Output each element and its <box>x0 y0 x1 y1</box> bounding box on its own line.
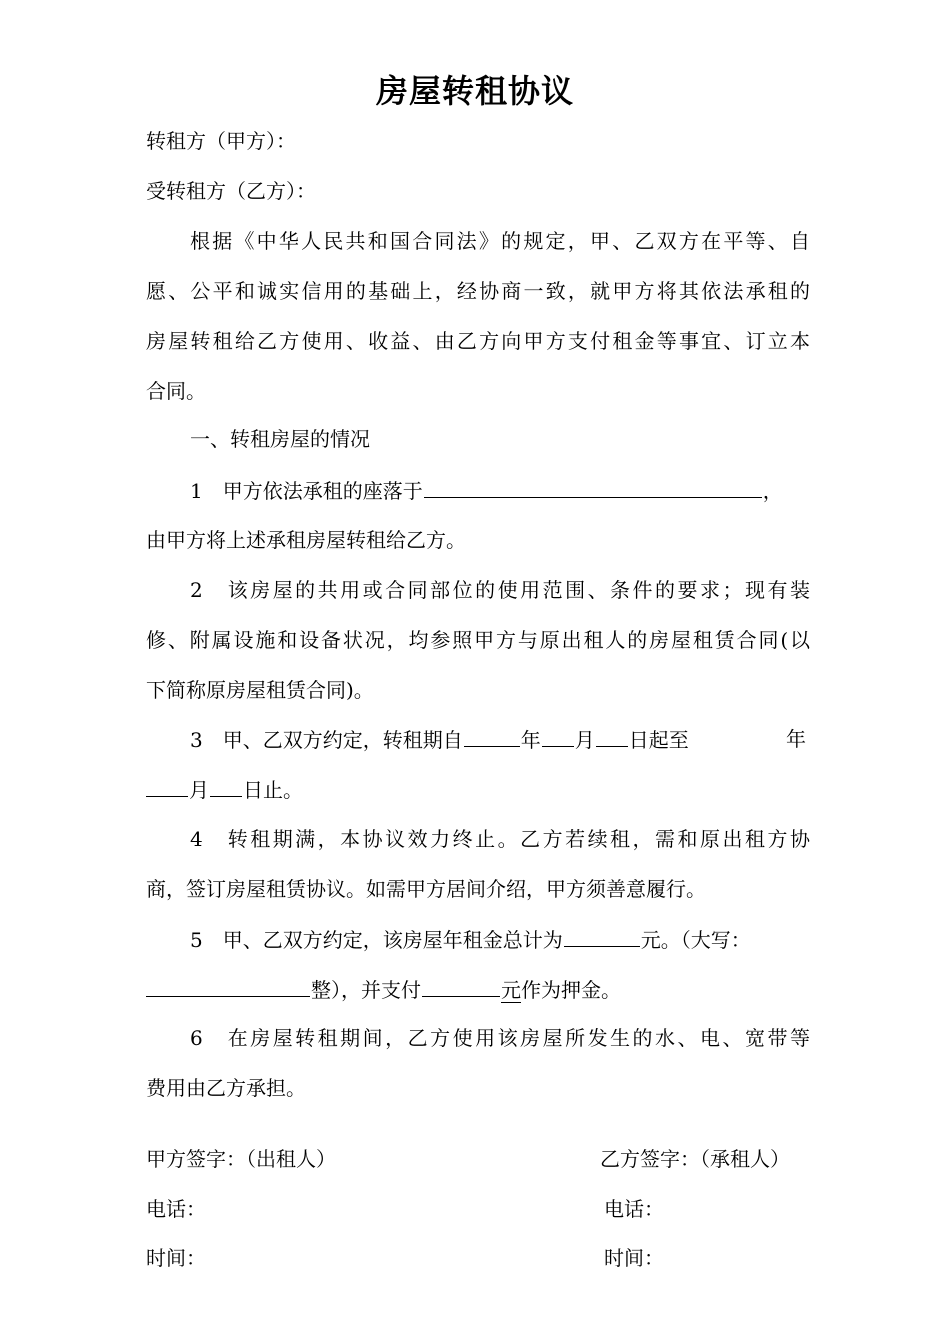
clause-1-suffix: ， <box>762 479 783 503</box>
party-a-time: 时间： <box>146 1246 206 1270</box>
preamble-line: 房屋转租给乙方使用、收益、由乙方向甲方支付租金等事宜、订立本 <box>146 329 810 353</box>
start-year-label: 年 <box>520 728 541 752</box>
clause-5-unit: 元。（大写： <box>640 928 751 952</box>
start-year-blank[interactable] <box>464 724 520 747</box>
party-a-phone: 电话： <box>146 1197 206 1221</box>
clause-3-prefix: 3 甲、乙双方约定，转租期自 <box>190 728 463 752</box>
preamble-line: 合同。 <box>146 379 206 403</box>
party-b-time: 时间： <box>604 1246 664 1270</box>
clause-4-line: 商，签订房屋租赁协议。如需甲方居间介绍，甲方须善意履行。 <box>146 877 706 901</box>
clause-6-line: 6 在房屋转租期间，乙方使用该房屋所发生的水、电、宽带等 <box>190 1026 810 1050</box>
preamble-line: 愿、公平和诚实信用的基础上，经协商一致，就甲方将其依法承租的 <box>146 279 810 303</box>
clause-5-line <box>190 924 810 955</box>
clause-5-line <box>146 974 810 1005</box>
clause-2-line: 下简称原房屋租赁合同)。 <box>146 678 374 702</box>
document-title: 房屋转租协议 <box>375 72 574 110</box>
clause-5-deposit: 作为押金。 <box>521 978 621 1002</box>
rent-uppercase-blank[interactable] <box>146 974 310 997</box>
start-day-blank[interactable] <box>596 724 628 747</box>
party-a-line: 转租方（甲方）： <box>146 129 296 153</box>
preamble-line: 根据《中华人民共和国合同法》的规定，甲、乙双方在平等、自 <box>190 229 810 253</box>
start-month-label: 月 <box>574 728 595 752</box>
clause-5-unit2: 元 <box>501 978 521 1002</box>
clause-2-line: 修、附属设施和设备状况，均参照甲方与原出租人的房屋租赁合同(以 <box>146 628 810 652</box>
clause-3-line <box>190 724 810 755</box>
start-day-label: 日起至 <box>628 728 689 752</box>
annual-rent-blank[interactable] <box>564 924 640 947</box>
clause-1-line: 由甲方将上述承租房屋转租给乙方。 <box>146 528 466 552</box>
end-month-blank[interactable] <box>146 774 188 797</box>
section-heading: 一、转租房屋的情况 <box>190 427 370 451</box>
clause-3-line <box>146 774 810 805</box>
party-b-line: 受转租方（乙方）： <box>146 179 316 203</box>
party-b-signature: 乙方签字：（承租人） <box>600 1147 790 1171</box>
end-day-label: 日止。 <box>243 778 303 802</box>
party-b-phone: 电话： <box>604 1197 664 1221</box>
clause-6-line: 费用由乙方承担。 <box>146 1076 306 1100</box>
clause-1-prefix: 1 甲方依法承租的座落于 <box>190 479 423 503</box>
start-month-blank[interactable] <box>542 724 574 747</box>
end-month-label: 月 <box>189 778 209 802</box>
clause-2-line: 2 该房屋的共用或合同部位的使用范围、条件的要求；现有装 <box>190 578 810 602</box>
end-year-label: 年 <box>786 727 806 751</box>
deposit-blank[interactable] <box>422 974 500 997</box>
clause-1-line <box>190 475 810 506</box>
party-a-signature: 甲方签字：（出租人） <box>146 1147 336 1171</box>
location-blank[interactable] <box>424 475 762 498</box>
clause-5-prefix: 5 甲、乙双方约定，该房屋年租金总计为 <box>190 928 563 952</box>
end-day-blank[interactable] <box>210 774 242 797</box>
clause-4-line: 4 转租期满，本协议效力终止。乙方若续租，需和原出租方协 <box>190 827 810 851</box>
clause-5-whole: 整），并支付 <box>311 978 421 1002</box>
